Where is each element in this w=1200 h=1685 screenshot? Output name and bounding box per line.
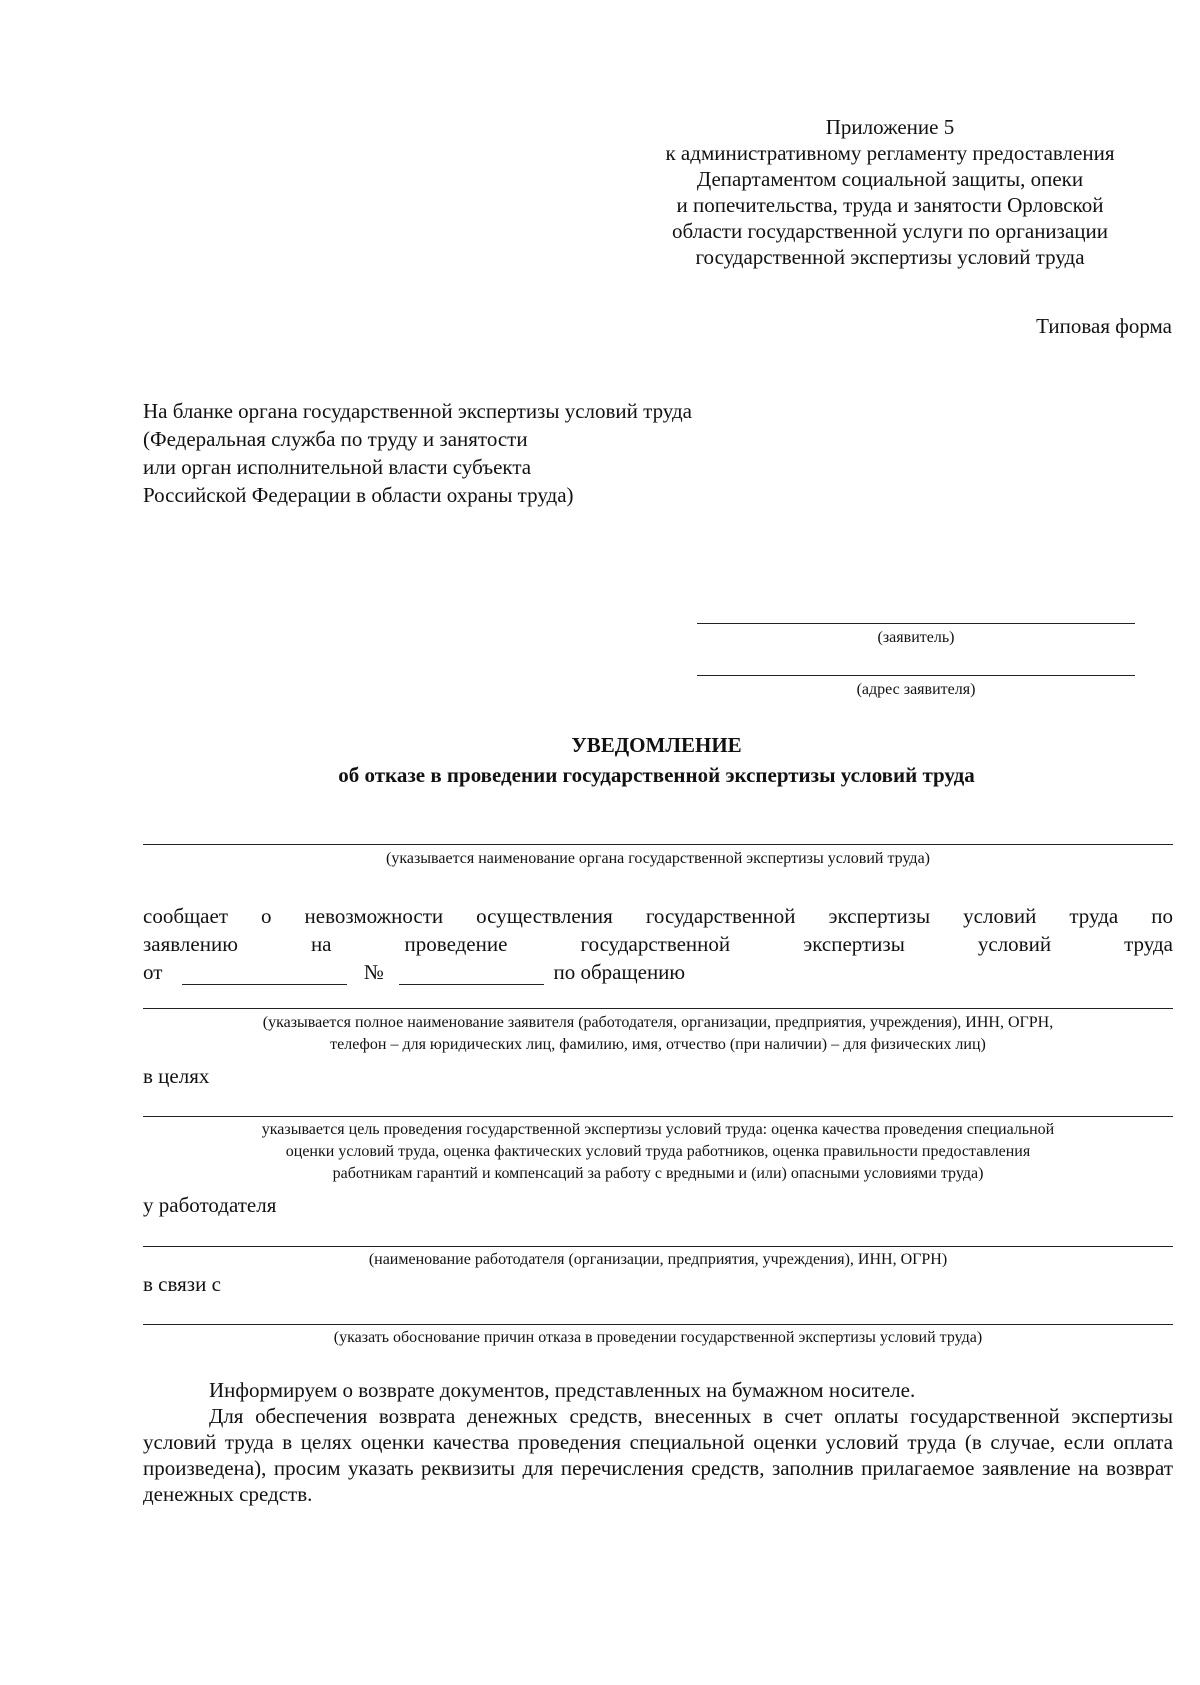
number-label: № [363,960,384,984]
annex-line: и попечительства, труда и занятости Орловской [676,193,1104,217]
organ-name-line[interactable] [143,844,1173,845]
word: по [1151,904,1173,928]
applicant-caption: (заявитель) [877,629,955,646]
employer-line[interactable] [143,1246,1173,1247]
word: труда [1124,932,1173,956]
word: труда [1069,904,1119,928]
purpose-caption [143,1119,1173,1185]
letterhead-line: (Федеральная служба по труду и занятости [143,427,528,451]
reason-line[interactable] [143,1324,1173,1325]
word: условий [963,904,1037,928]
letterhead-line: На бланке органа государственной экспертизы условий труда [143,399,692,423]
annex-line: Департаментом социальной защиты, опеки [696,167,1084,191]
address-line[interactable] [697,675,1135,676]
word: государственной [580,932,731,956]
annex-line: государственной экспертизы условий труда [695,245,1085,269]
word: условий [977,932,1052,956]
word: экспертизы [828,904,931,928]
number-field[interactable] [399,964,544,985]
from-label: от [143,960,163,984]
date-field[interactable] [182,964,347,985]
request-label: по обращению [553,960,686,984]
caption-line: указывается цель проведения государственной экспертизы условий труда: оценка качества проведения специальной [261,1121,1055,1138]
caption-line: оценки условий труда, оценка фактических условий труда работников, оценка правильности предоставления [285,1143,1031,1160]
annex-line: области государственной услуги по организации [672,219,1108,243]
annex-line: Приложение 5 [825,115,955,139]
caption-line: телефон – для юридических лиц, фамилию, имя, отчество (при наличии) – для физических лиц) [330,1036,986,1053]
statement-line-3 [143,960,685,985]
employer-caption: (наименование работодателя (организации, предприятия, учреждения), ИНН, ОГРН) [368,1251,948,1268]
notice-title: УВЕДОМЛЕНИЕ [571,733,742,757]
caption-line: работникам гарантий и компенсаций за работу с вредными и (или) опасными условиями труда) [332,1165,984,1182]
purpose-label: в целях [143,1064,210,1088]
address-caption: (адрес заявителя) [856,681,976,698]
word: осуществления [476,904,613,928]
word: сообщает [143,904,228,928]
letterhead-note [143,397,692,509]
word: невозможности [304,904,444,928]
reason-label: в связи с [143,1272,221,1296]
statement-line-2 [143,932,1173,957]
typical-form-label: Типовая форма [1036,314,1172,338]
applicant-name-line[interactable] [143,1008,1173,1009]
word: экспертизы [803,932,905,956]
reason-caption: (указать обоснование причин отказа в проведении государственной экспертизы условий труда) [333,1329,983,1346]
annex-line: к административному регламенту предоставления [665,141,1115,165]
word: заявлению [143,932,238,956]
word: проведение [404,932,508,956]
word: на [310,932,332,956]
notice-subtitle: об отказе в проведении государственной экспертизы условий труда [338,763,975,787]
statement-line-1 [143,904,1173,929]
organ-caption: (указывается наименование органа государственной экспертизы условий труда) [386,850,930,867]
purpose-line[interactable] [143,1116,1173,1117]
closing-paragraph-2: Для обеспечения возврата денежных средств, внесенных в счет оплаты государственной экспертизы условий труда в целях оценки качества проведения специальной оценки условий труда (в случае, если оплата произведена), просим указать реквизиты для перечисления средств, заполнив прилагаемое заявление на возврат денежных средств. [143,1404,1173,1506]
applicant-line[interactable] [697,623,1135,624]
closing-paragraphs [143,1377,1173,1507]
letterhead-line: Российской Федерации в области охраны труда) [143,483,574,507]
applicant-name-caption [143,1012,1173,1056]
letterhead-line: или орган исполнительной власти субъекта [143,455,532,479]
closing-paragraph-1: Информируем о возврате документов, представленных на бумажном носителе. [209,1378,916,1402]
employer-label: у работодателя [143,1193,277,1217]
word: о [261,904,272,928]
annex-header [600,114,1180,270]
caption-line: (указывается полное наименование заявителя (работодателя, организации, предприятия, учреждения), ИНН, ОГРН, [262,1014,1054,1031]
word: государственной [645,904,796,928]
